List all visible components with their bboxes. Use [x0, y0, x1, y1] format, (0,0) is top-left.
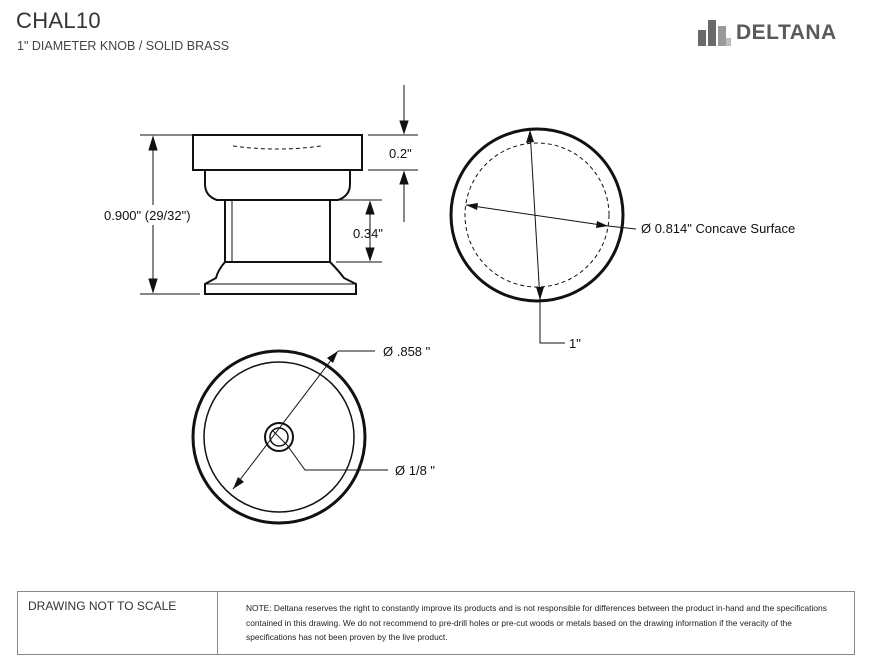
footer-scale-cell [18, 592, 218, 654]
scale-note: DRAWING NOT TO SCALE [28, 599, 177, 613]
cap-concave-line [233, 146, 321, 149]
concave-surface-label: Ø 0.814" Concave Surface [641, 221, 796, 236]
knob-collar [205, 170, 350, 200]
drawing-subtitle: 1" DIAMETER KNOB / SOLID BRASS [17, 39, 230, 53]
knob-base [205, 262, 356, 294]
diameter-label: 1" [569, 336, 581, 351]
knob-neck [225, 200, 330, 262]
cap-height-label: 0.2" [389, 146, 412, 161]
footer-box [17, 591, 855, 655]
neck-height-label: 0.34" [353, 226, 383, 241]
overall-height-label: 0.900" (29/32") [104, 208, 191, 223]
top-view [451, 129, 636, 343]
base-dim-line [233, 351, 338, 489]
diameter-leader [540, 300, 565, 343]
hole-leader [287, 445, 388, 470]
brand-name: DELTANA [736, 21, 837, 44]
concave-dim-line [466, 205, 608, 226]
hole-diameter-label: Ø 1/8 " [395, 463, 436, 478]
base-diameter-label: Ø .858 " [383, 344, 431, 359]
knob-cap [193, 135, 362, 170]
side-view [193, 135, 362, 294]
drawing-title: CHAL10 [16, 8, 101, 33]
hole-dim-line [272, 430, 287, 445]
bottom-view [193, 351, 388, 523]
footer-disclaimer: NOTE: Deltana reserves the right to constantly improve its products and is not responsible for differences between the product in-hand and the specifications contained in this drawing. We do not recommend to pre-drill holes or pre-cut woods or metals based on the drawing information if the veracity of the specifications has not been proven by the live product. [246, 603, 827, 642]
